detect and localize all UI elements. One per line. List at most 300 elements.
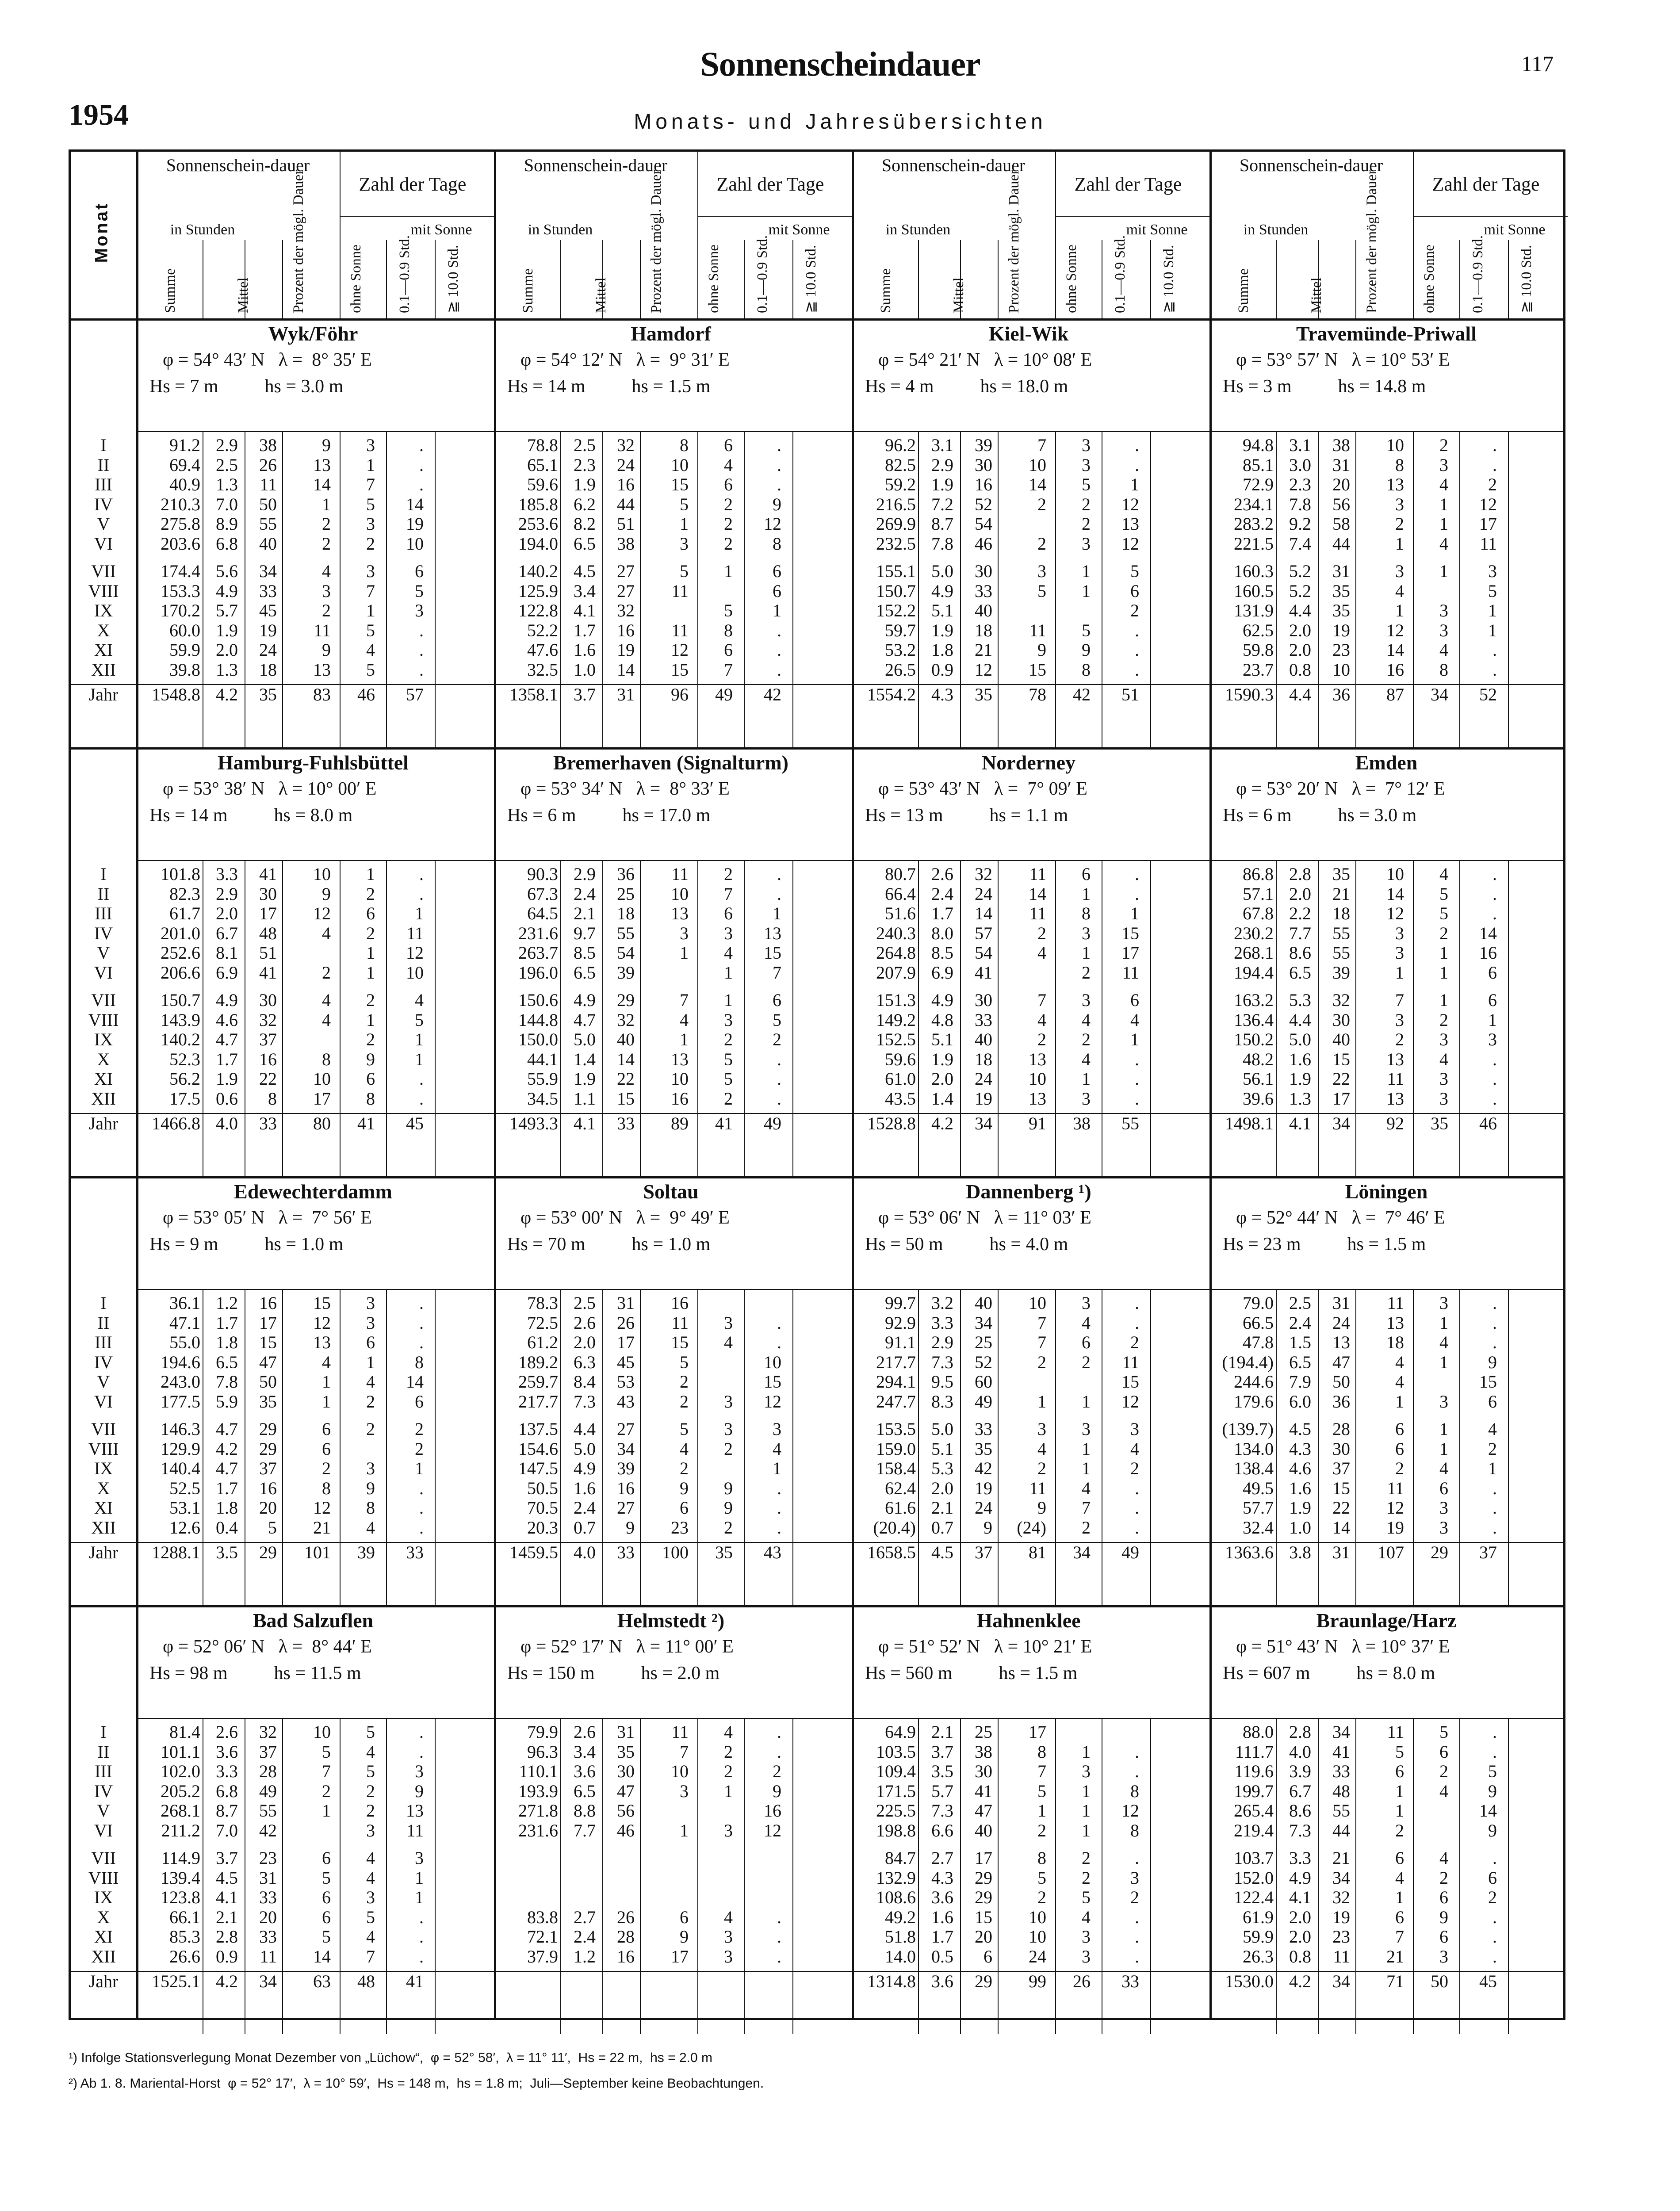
table-cell: 13 xyxy=(406,1801,424,1821)
sub-column-divider xyxy=(792,1718,793,2034)
table-cell: 6 xyxy=(1488,1391,1497,1412)
table-cell: 3 xyxy=(1395,923,1404,943)
sub-column-divider xyxy=(602,860,603,1176)
table-cell: 4.2 xyxy=(216,1438,238,1459)
sub-column-divider xyxy=(435,431,436,747)
table-cell: 59.9 xyxy=(1243,1927,1274,1947)
table-cell: 1 xyxy=(1082,581,1091,601)
table-cell: 2 xyxy=(724,514,733,534)
table-cell: 2 xyxy=(1082,1352,1091,1372)
sub-column-divider xyxy=(1150,1289,1151,1605)
table-cell: 5.2 xyxy=(1289,581,1311,601)
table-cell: 1 xyxy=(1395,1801,1404,1821)
table-cell: 3 xyxy=(1082,1946,1091,1966)
table-cell: 1 xyxy=(415,1049,424,1069)
table-cell: 6.0 xyxy=(1289,1391,1311,1412)
month-label: III xyxy=(95,1332,112,1352)
table-cell: 129.9 xyxy=(161,1438,200,1459)
table-cell: 11 xyxy=(1387,1293,1404,1313)
table-cell: 4 xyxy=(1037,1438,1046,1459)
table-cell: 6 xyxy=(984,1946,992,1966)
sub-column-divider xyxy=(1355,860,1356,1176)
rotated-column-label: Summe xyxy=(520,268,536,313)
sub-column-divider xyxy=(386,1718,387,2034)
table-cell: 3.6 xyxy=(931,1971,953,1991)
table-cell: 8 xyxy=(773,533,781,554)
table-cell: 2 xyxy=(415,1438,424,1459)
table-cell: 6 xyxy=(322,1419,331,1439)
station-heights: Hs = 6 m hs = 3.0 m xyxy=(1223,805,1417,826)
station-name: Norderney xyxy=(981,751,1076,774)
table-cell: . xyxy=(777,864,781,884)
table-cell: 2.1 xyxy=(216,1907,238,1927)
table-cell: 28 xyxy=(1332,1419,1350,1439)
table-cell: 2 xyxy=(1082,1867,1091,1888)
table-cell: 5 xyxy=(1130,561,1139,581)
table-cell: 11 xyxy=(406,923,424,943)
table-cell: . xyxy=(419,1088,424,1109)
table-cell: 9 xyxy=(1037,1498,1046,1518)
table-cell: 4.0 xyxy=(1289,1741,1311,1762)
table-cell: 13 xyxy=(1121,514,1139,534)
table-cell: 58 xyxy=(1332,514,1350,534)
table-cell: 51 xyxy=(1121,685,1139,704)
table-cell: 55.9 xyxy=(527,1069,558,1089)
table-cell: 4 xyxy=(1439,1332,1448,1352)
table-cell: 31 xyxy=(617,685,635,704)
table-cell: 7 xyxy=(1395,990,1404,1010)
table-cell: 4 xyxy=(724,455,733,475)
table-cell: 2.2 xyxy=(1289,903,1311,923)
table-cell: 1 xyxy=(1130,903,1139,923)
table-cell: 1 xyxy=(1082,943,1091,963)
table-cell: 3 xyxy=(1439,1946,1448,1966)
table-cell: 4.4 xyxy=(1289,1010,1311,1030)
table-cell: 37 xyxy=(259,1741,277,1762)
table-cell: 2 xyxy=(1130,1458,1139,1478)
table-cell: 2 xyxy=(724,1761,733,1781)
sub-column-divider xyxy=(1276,1289,1277,1605)
table-cell: 19 xyxy=(975,1478,992,1498)
sub-column-divider xyxy=(560,431,561,747)
table-cell: 55 xyxy=(1332,1801,1350,1821)
table-cell: 147.5 xyxy=(518,1458,558,1478)
table-cell: 17 xyxy=(1479,514,1497,534)
table-cell: 4 xyxy=(1439,864,1448,884)
table-cell: 18 xyxy=(1386,1332,1404,1352)
table-cell: 198.8 xyxy=(876,1820,916,1840)
table-cell: 39 xyxy=(617,1458,635,1478)
table-cell: 91.2 xyxy=(169,435,200,455)
with-sun-header: mit Sonne xyxy=(1484,222,1546,238)
station-coordinates: φ = 53° 38′ N λ = 10° 00′ E xyxy=(163,779,377,799)
sub-column-divider xyxy=(282,1289,283,1605)
table-cell: 4 xyxy=(322,561,331,581)
table-cell: 34 xyxy=(1431,685,1448,704)
table-cell: 219.4 xyxy=(1234,1820,1274,1840)
table-cell: 134.0 xyxy=(1234,1438,1274,1459)
table-cell: 12 xyxy=(764,1391,781,1412)
table-cell: 3.5 xyxy=(216,1542,238,1562)
table-cell: 4 xyxy=(1395,1372,1404,1392)
station-coordinates: φ = 54° 12′ N λ = 9° 31′ E xyxy=(520,350,730,370)
month-label: II xyxy=(97,455,110,475)
sub-column-divider xyxy=(282,240,283,318)
table-cell: 15 xyxy=(1479,1372,1497,1392)
month-label: IV xyxy=(94,1352,113,1372)
table-cell: 4 xyxy=(1439,1458,1448,1478)
table-cell: 22 xyxy=(617,1069,635,1089)
month-label: III xyxy=(95,1761,112,1781)
table-cell: 85.1 xyxy=(1243,455,1274,475)
table-cell: 6.8 xyxy=(216,1781,238,1801)
table-cell: 2.1 xyxy=(931,1722,953,1742)
table-cell: 31 xyxy=(1332,561,1350,581)
month-label: XI xyxy=(94,1069,113,1089)
table-cell: 30 xyxy=(617,1761,635,1781)
table-cell: 4 xyxy=(724,1332,733,1352)
table-cell: 138.4 xyxy=(1234,1458,1274,1478)
table-cell: 31 xyxy=(1332,1542,1350,1562)
table-cell: . xyxy=(777,474,781,494)
table-cell: 40 xyxy=(975,1820,992,1840)
table-cell: 2 xyxy=(1488,1438,1497,1459)
table-cell: 8.9 xyxy=(216,514,238,534)
table-cell: 170.2 xyxy=(161,601,200,620)
table-cell: 47 xyxy=(1332,1352,1350,1372)
sub-column-divider xyxy=(998,1718,999,2034)
table-cell: 2.3 xyxy=(574,455,596,475)
table-cell: 155.1 xyxy=(876,561,916,581)
table-cell: 8 xyxy=(1082,903,1091,923)
table-cell: 4 xyxy=(1082,1907,1091,1927)
table-cell: 14 xyxy=(1386,640,1404,660)
table-cell: 29 xyxy=(1431,1542,1448,1562)
table-cell: . xyxy=(777,1312,781,1333)
table-cell: 10 xyxy=(313,864,331,884)
table-cell: 10 xyxy=(764,1352,781,1372)
table-cell: 8 xyxy=(1130,1781,1139,1801)
sub-column-divider xyxy=(340,1718,341,2034)
table-cell: 33 xyxy=(259,581,277,601)
table-cell: 189.2 xyxy=(518,1352,558,1372)
table-cell: 1.9 xyxy=(931,620,953,640)
table-cell: 37 xyxy=(259,1458,277,1478)
sub-column-divider xyxy=(697,1289,698,1605)
table-cell: 244.6 xyxy=(1234,1372,1274,1392)
table-cell: 33 xyxy=(1121,1971,1139,1991)
table-cell: 3 xyxy=(1439,620,1448,640)
table-cell: 53.1 xyxy=(169,1498,200,1518)
table-cell: . xyxy=(1492,659,1497,680)
table-cell: 9 xyxy=(1488,1781,1497,1801)
table-cell: 14 xyxy=(617,659,635,680)
table-cell: 1.2 xyxy=(216,1293,238,1313)
table-cell: . xyxy=(1135,1946,1139,1966)
rotated-column-label: Mittel xyxy=(235,277,251,313)
table-cell: 13 xyxy=(764,923,781,943)
table-cell: 275.8 xyxy=(161,514,200,534)
table-cell: 24 xyxy=(1332,1312,1350,1333)
table-cell: . xyxy=(419,640,424,660)
table-cell: 1 xyxy=(1082,1801,1091,1821)
table-cell: . xyxy=(1492,1498,1497,1518)
table-cell: 4 xyxy=(1082,1312,1091,1333)
table-cell: 27 xyxy=(617,1498,635,1518)
table-cell: 1.1 xyxy=(574,1088,596,1109)
month-label: VII xyxy=(91,561,116,581)
table-cell: 57.7 xyxy=(1243,1498,1274,1518)
table-cell: . xyxy=(777,1332,781,1352)
table-cell: 9 xyxy=(724,1498,733,1518)
table-cell: 2 xyxy=(366,533,375,554)
table-cell: 40.9 xyxy=(169,474,200,494)
table-cell: 2.0 xyxy=(1289,1907,1311,1927)
table-cell: 35 xyxy=(259,685,277,704)
table-cell: 8.0 xyxy=(931,923,953,943)
table-cell: 22 xyxy=(259,1069,277,1089)
table-cell: 11 xyxy=(1480,533,1497,554)
station-coordinates: φ = 54° 43′ N λ = 8° 35′ E xyxy=(163,350,372,370)
table-cell: 20 xyxy=(1332,474,1350,494)
table-cell: 140.2 xyxy=(518,561,558,581)
month-label: VI xyxy=(94,1391,113,1412)
table-cell: 3 xyxy=(366,1293,375,1313)
table-cell: 2.9 xyxy=(931,1332,953,1352)
sub-column-divider xyxy=(1413,860,1414,1176)
table-cell: 3.0 xyxy=(1289,455,1311,475)
table-cell: 5.7 xyxy=(931,1781,953,1801)
table-cell: 16 xyxy=(617,620,635,640)
table-cell: 6 xyxy=(1439,1927,1448,1947)
table-cell: 51.8 xyxy=(885,1927,916,1947)
table-cell: 45 xyxy=(1479,1971,1497,1991)
table-cell: 42 xyxy=(259,1820,277,1840)
rotated-column-label: ohne Sonne xyxy=(1421,245,1437,313)
column-header xyxy=(1209,152,1567,318)
month-label: IX xyxy=(94,601,113,620)
table-cell: 7 xyxy=(724,884,733,904)
table-cell: 7 xyxy=(1037,1332,1046,1352)
table-cell: 3 xyxy=(1439,1088,1448,1109)
station-coordinates: φ = 53° 06′ N λ = 11° 03′ E xyxy=(878,1208,1091,1228)
table-cell: 2 xyxy=(1082,962,1091,983)
table-cell: 35 xyxy=(1332,581,1350,601)
table-cell: 2 xyxy=(724,1088,733,1109)
table-cell: 7 xyxy=(724,659,733,680)
table-cell: 123.8 xyxy=(161,1887,200,1907)
table-cell: 17 xyxy=(1332,1088,1350,1109)
table-cell: 3 xyxy=(322,581,331,601)
table-cell: 83.8 xyxy=(527,1907,558,1927)
station-name: Wyk/Föhr xyxy=(268,322,358,345)
table-cell: 2 xyxy=(724,1517,733,1538)
table-cell: 44.1 xyxy=(527,1049,558,1069)
table-cell: 4 xyxy=(1439,533,1448,554)
table-cell: 14 xyxy=(406,1372,424,1392)
sub-column-divider xyxy=(918,431,919,747)
table-cell: 33 xyxy=(1332,1761,1350,1781)
rotated-column-label: ≧ 10.0 Std. xyxy=(803,245,819,313)
table-cell: 6 xyxy=(680,1907,689,1927)
table-cell: 1 xyxy=(1439,494,1448,514)
table-cell: . xyxy=(777,1741,781,1762)
page-title: Sonnenscheindauer xyxy=(700,45,980,83)
table-cell: 5 xyxy=(680,561,689,581)
table-cell: 99 xyxy=(1029,1971,1046,1991)
table-cell: 1 xyxy=(415,1458,424,1478)
table-cell: 7.7 xyxy=(1289,923,1311,943)
table-cell: 101.8 xyxy=(161,864,200,884)
table-cell: 15 xyxy=(259,1332,277,1352)
table-cell: 3 xyxy=(415,1848,424,1868)
table-cell: 2 xyxy=(1037,1887,1046,1907)
table-cell: 48 xyxy=(357,1971,375,1991)
table-cell: 11 xyxy=(1029,1478,1046,1498)
table-cell: 49.5 xyxy=(1243,1478,1274,1498)
table-cell: 25 xyxy=(975,1332,992,1352)
table-cell: 1.7 xyxy=(216,1312,238,1333)
table-cell: 23.7 xyxy=(1243,659,1274,680)
table-cell: 2 xyxy=(322,601,331,620)
table-cell: 9 xyxy=(680,1927,689,1947)
table-cell: 13 xyxy=(1332,1332,1350,1352)
table-cell: 53 xyxy=(617,1372,635,1392)
table-cell: 217.7 xyxy=(518,1391,558,1412)
table-cell: 5 xyxy=(1082,1887,1091,1907)
table-cell: 10 xyxy=(1332,659,1350,680)
table-cell: 4.7 xyxy=(216,1419,238,1439)
table-cell: 110.1 xyxy=(519,1761,558,1781)
table-cell: 8 xyxy=(268,1088,277,1109)
page-subtitle: Monats- und Jahresübersichten xyxy=(634,110,1047,134)
sub-column-divider xyxy=(640,431,641,747)
table-cell: 3 xyxy=(1395,561,1404,581)
table-cell: 51.6 xyxy=(885,903,916,923)
table-cell: . xyxy=(419,1741,424,1762)
table-cell: 144.8 xyxy=(518,1010,558,1030)
table-cell: 153.3 xyxy=(161,581,200,601)
table-cell: 5 xyxy=(724,1049,733,1069)
table-cell: 4.7 xyxy=(216,1029,238,1049)
table-cell: 3 xyxy=(724,1312,733,1333)
sub-column-divider xyxy=(1276,1718,1277,2034)
sub-column-divider xyxy=(1508,860,1509,1176)
table-cell: 50 xyxy=(259,1372,277,1392)
table-cell: 7.3 xyxy=(931,1801,953,1821)
table-cell: 91.1 xyxy=(885,1332,916,1352)
table-cell: 3 xyxy=(724,1010,733,1030)
table-cell: 1 xyxy=(366,601,375,620)
table-cell: 9 xyxy=(415,1781,424,1801)
sub-column-divider xyxy=(792,431,793,747)
days-count-header: Zahl der Tage xyxy=(716,173,824,195)
station-coordinates: φ = 53° 57′ N λ = 10° 53′ E xyxy=(1236,350,1450,370)
table-cell: 1 xyxy=(773,903,781,923)
table-cell: 6 xyxy=(1395,1907,1404,1927)
table-cell: 2.0 xyxy=(1289,620,1311,640)
table-cell: 149.2 xyxy=(876,1010,916,1030)
sub-column-divider xyxy=(386,240,387,318)
table-cell: 32.5 xyxy=(527,659,558,680)
table-cell: 5 xyxy=(1488,581,1497,601)
station-name: Braunlage/Harz xyxy=(1316,1609,1457,1632)
table-cell: 2.5 xyxy=(574,435,596,455)
table-cell: 8.8 xyxy=(574,1801,596,1821)
table-cell: 34 xyxy=(1332,1722,1350,1742)
sub-column-divider xyxy=(998,1289,999,1605)
month-label: XI xyxy=(94,1927,113,1947)
table-cell: (139.7) xyxy=(1222,1419,1274,1439)
table-cell: 30 xyxy=(975,990,992,1010)
sunshine-duration-header: Sonnenschein-dauer xyxy=(1239,155,1383,175)
table-cell: 3 xyxy=(1082,990,1091,1010)
table-cell: 1 xyxy=(680,1029,689,1049)
in-hours-header: in Stunden xyxy=(528,222,593,238)
table-cell: 2.0 xyxy=(1289,640,1311,660)
table-cell: 1.9 xyxy=(216,1069,238,1089)
table-cell: 283.2 xyxy=(1234,514,1274,534)
table-cell: . xyxy=(1492,864,1497,884)
table-cell: 44 xyxy=(617,494,635,514)
table-cell: 3 xyxy=(1082,1927,1091,1947)
table-cell: 4 xyxy=(1439,474,1448,494)
table-cell: 63 xyxy=(313,1971,331,1991)
table-cell: 4 xyxy=(366,1867,375,1888)
table-cell: 49 xyxy=(1121,1542,1139,1562)
table-cell: 5 xyxy=(773,1010,781,1030)
table-cell: 50 xyxy=(1332,1372,1350,1392)
table-cell: 13 xyxy=(1029,1088,1046,1109)
table-cell: 2.6 xyxy=(574,1722,596,1742)
table-cell: 234.1 xyxy=(1234,494,1274,514)
month-label: IV xyxy=(94,1781,113,1801)
table-cell: 35 xyxy=(259,1391,277,1412)
with-sun-header: mit Sonne xyxy=(768,222,830,238)
table-cell: 15 xyxy=(671,474,689,494)
table-cell: 10 xyxy=(671,455,689,475)
table-cell: 2 xyxy=(366,1419,375,1439)
table-cell: 10 xyxy=(1386,864,1404,884)
table-cell: 5.3 xyxy=(1289,990,1311,1010)
table-cell: 2 xyxy=(1082,514,1091,534)
table-cell: 17.5 xyxy=(169,1088,200,1109)
table-cell: 1.6 xyxy=(931,1907,953,1927)
table-cell: 2 xyxy=(366,1801,375,1821)
table-cell: 11 xyxy=(406,1820,424,1840)
table-cell: 96.3 xyxy=(527,1741,558,1762)
sub-column-divider xyxy=(792,860,793,1176)
table-cell: 3 xyxy=(724,1419,733,1439)
table-cell: 6 xyxy=(680,1498,689,1518)
table-cell: 1 xyxy=(1082,884,1091,904)
table-cell: 16 xyxy=(259,1049,277,1069)
table-cell: 101 xyxy=(304,1542,331,1562)
table-cell: 1 xyxy=(724,990,733,1010)
table-cell: 4 xyxy=(773,1438,781,1459)
table-cell: 12 xyxy=(313,1498,331,1518)
table-cell: 7.0 xyxy=(216,1820,238,1840)
table-cell: 3 xyxy=(1037,561,1046,581)
table-cell: 2 xyxy=(680,1458,689,1478)
month-label: Jahr xyxy=(88,1113,119,1133)
table-cell: 35 xyxy=(1332,864,1350,884)
table-cell: 10 xyxy=(1029,1069,1046,1089)
table-cell: 5 xyxy=(1082,474,1091,494)
table-cell: 2 xyxy=(1037,1352,1046,1372)
station-coordinates: φ = 53° 00′ N λ = 9° 49′ E xyxy=(520,1208,730,1228)
table-cell: 5.2 xyxy=(1289,561,1311,581)
